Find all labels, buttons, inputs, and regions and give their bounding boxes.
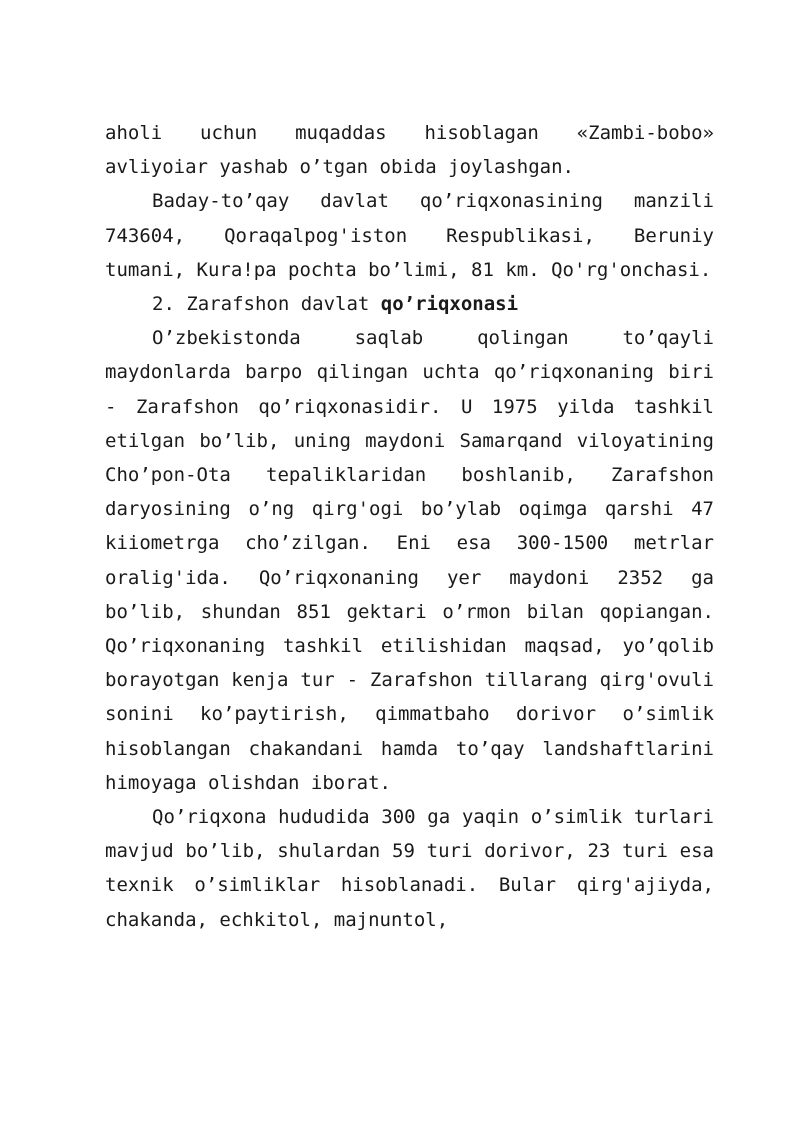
section-heading-bold: qo’riqxonasi — [380, 293, 519, 316]
section-heading-prefix: 2. Zarafshon davlat — [152, 293, 381, 316]
paragraph-flora: Qo’riqxona hududida 300 ga yaqin o’simlik turlari mavjud bo’lib, shulardan 59 turi dorivor, 23 turi esa texnik o’simliklar hisoblanadi. Bular qirg'ajiyda, chakanda, echkitol, majnuntol, — [105, 806, 714, 931]
paragraph-continued: aholi uchun muqaddas hisoblagan «Zambi-bobo» avliyoiar yashab o’tgan obida joylashgan. — [105, 122, 714, 179]
paragraph-address: Baday-to’qay davlat qo’riqxonasining manzili 743604, Qoraqalpog'iston Respublikasi, Beruniy tumani, Kura!pa pochta bo’limi, 81 km. Qo'rg'onchasi. — [105, 190, 714, 281]
section-heading — [105, 287, 714, 321]
paragraph-description: O’zbekistonda saqlab qolingan to’qayli maydonlarda barpo qilingan uchta qo’riqxonaning biri - Zarafshon qo’riqxonasidir. U 1975 yilda tashkil etilgan bo’lib, uning maydoni Samarqand viloyatining Cho’pon-Ota tepaliklaridan boshlanib, Zarafshon daryosining o’ng qirg'ogi bo’ylab oqimga qarshi 47 kiiometrga cho’zilgan. Eni esa 300-1500 metrlar oralig'ida. Qo’riqxonaning yer maydoni 2352 ga bo’lib, shundan 851 gektari o’rmon bilan qopiangan. Qo’riqxonaning tashkil etilishidan maqsad, yo’qolib borayotgan kenja tur - Zarafshon tillarang qirg'ovuli sonini ko’paytirish, qimmatbaho dorivor o’simlik hisoblangan chakandani hamda to’qay landshaftlarini himoyaga olishdan iborat. — [105, 327, 714, 794]
document-body — [105, 116, 714, 937]
